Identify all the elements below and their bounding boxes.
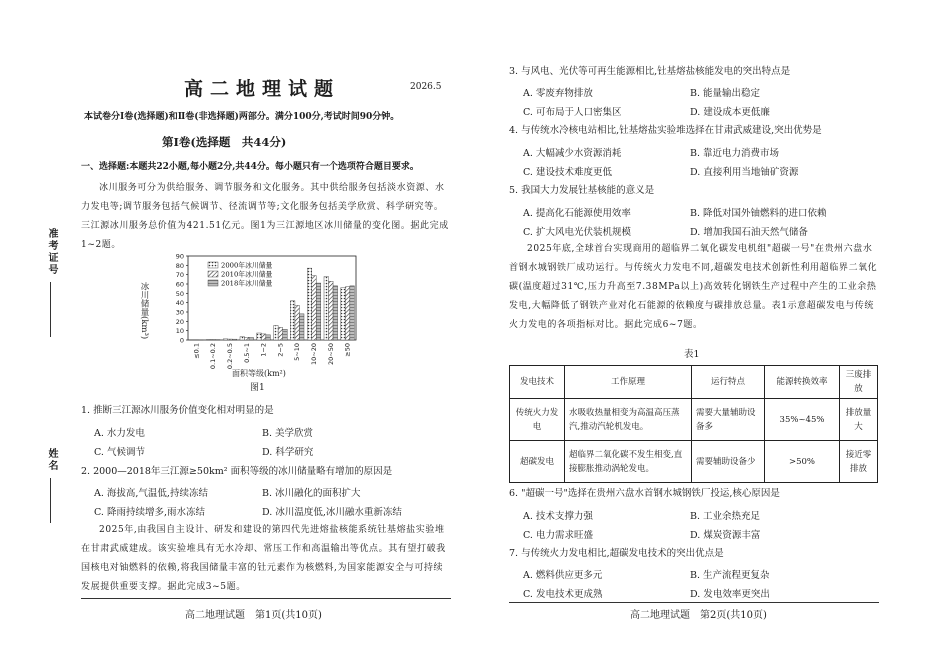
bar-1 <box>329 281 334 340</box>
q1-option-b: B. 美学欣赏 <box>262 428 314 439</box>
q4-option-c: C. 建设技术难度更低 <box>523 167 612 178</box>
bar-0 <box>240 337 245 340</box>
table-row <box>510 441 878 483</box>
bar-2 <box>316 283 321 340</box>
bar-0 <box>307 268 312 340</box>
section-rule: 一、选择题:本题共22小题,每小题2分,共44分。每小题只有一个选项符合题目要求。 <box>81 162 419 172</box>
bar-0 <box>341 288 346 340</box>
instructions: 本试卷分Ⅰ卷(选择题)和Ⅱ卷(非选择题)两部分。满分100分,考试时间90分钟。 <box>84 112 400 122</box>
q3-option-c: C. 可布局于人口密集区 <box>523 107 622 118</box>
q7-option-b: B. 生产流程更复杂 <box>690 570 770 581</box>
q4-option-d: D. 直接利用当地铀矿资源 <box>690 167 799 178</box>
legend-swatch <box>208 271 218 277</box>
table-cell: 接近零排放 <box>840 441 878 483</box>
y-tick-label: 60 <box>175 280 184 289</box>
name-line <box>50 478 51 523</box>
legend-swatch <box>208 262 218 268</box>
table-cell: 水吸收热量相变为高温高压蒸汽,推动汽轮机发电。 <box>565 399 692 441</box>
page1-footer: 高二地理试题 第1页(共10页) <box>185 610 322 621</box>
y-tick-label: 10 <box>175 327 184 336</box>
chart-x-label: 面积等级(km²) <box>232 369 286 378</box>
table-header: 工作原理 <box>565 366 692 399</box>
table-header: 运行特点 <box>692 366 765 399</box>
q4-stem: 4. 与传统水冷核电站相比,钍基熔盐实验堆选择在甘肃武威建设,突出优势是 <box>509 125 822 136</box>
q1-option-c: C. 气候调节 <box>94 447 145 458</box>
x-tick-label: ≥50 <box>343 343 352 357</box>
exam-number-line <box>50 282 51 337</box>
table-header: 三废排放 <box>840 366 878 399</box>
exam-date: 2026.5 <box>410 82 442 92</box>
q6-option-a: A. 技术支撑力强 <box>523 511 593 522</box>
q7-option-d: D. 发电效率更突出 <box>690 589 770 600</box>
legend-label: 2010年冰川储量 <box>221 270 273 279</box>
bar-0 <box>257 333 262 340</box>
q7-stem: 7. 与传统火力发电相比,超碳发电技术的突出优点是 <box>509 548 724 559</box>
y-tick-label: 0 <box>179 336 184 345</box>
bar-2 <box>333 286 338 340</box>
x-tick-label: 0.2~0.5 <box>226 343 234 370</box>
table-cell: 需要辅助设备少 <box>692 441 765 483</box>
x-tick-label: 20~50 <box>326 343 335 365</box>
q5-stem: 5. 我国大力发展钍基核能的意义是 <box>509 185 655 196</box>
bar-0 <box>223 339 228 340</box>
bar-2 <box>283 329 288 340</box>
bar-1 <box>345 287 350 340</box>
table-title: 表1 <box>684 349 700 360</box>
q4-option-b: B. 靠近电力消费市场 <box>690 148 780 159</box>
bar-1 <box>278 327 283 340</box>
table-cell: 需要大量辅助设备多 <box>692 399 765 441</box>
y-tick-label: 90 <box>175 252 184 261</box>
bar-1 <box>312 276 317 340</box>
bar-1 <box>245 337 250 340</box>
q5-option-b: B. 降低对国外铀燃料的进口依赖 <box>690 208 827 219</box>
chart-y-label: 冰川储量(km³) <box>139 282 149 340</box>
table-cell: 超碳发电 <box>510 441 565 483</box>
q2-option-d: D. 冰川温度低,冰川融水重新冻结 <box>262 507 402 518</box>
legend-swatch <box>208 280 218 286</box>
passage-2: 2025年,由我国自主设计、研发和建设的第四代先进熔盐核能系统钍基熔盐实验堆在甘肃武威建成。该实验堆具有无水冷却、常压工作和高温输出等优点。其有望打破我国核电对铀燃料的依赖,将我国储量丰富的钍元素作为核燃料,为国家能源安全与可持续发展提供重要支撑。据此完成3~5题。 <box>81 525 446 592</box>
q2-option-c: C. 降雨持续增多,雨水冻结 <box>94 507 205 518</box>
q1-option-a: A. 水力发电 <box>94 428 145 439</box>
y-tick-label: 40 <box>175 299 184 308</box>
comparison-table <box>509 365 878 483</box>
x-tick-label: 1~2 <box>259 343 268 357</box>
table-cell: 传统火力发电 <box>510 399 565 441</box>
y-tick-label: 80 <box>175 261 184 270</box>
passage-1: 冰川服务可分为供给服务、调节服务和文化服务。其中供给服务包括淡水资源、水力发电等;调节服务包括气候调节、径流调节等;文化服务包括美学欣赏、科学研究等。三江源冰川服务总价值为421.51亿元。图1为三江源地区冰川储量的变化图。据此完成1~2题。 <box>81 183 449 250</box>
figure-caption: 图1 <box>250 383 265 393</box>
table-cell: 排放量大 <box>840 399 878 441</box>
bar-2 <box>266 335 271 340</box>
table-header: 发电技术 <box>510 366 565 399</box>
bar-2 <box>299 314 304 340</box>
y-tick-label: 20 <box>175 317 184 326</box>
bar-2 <box>350 286 355 340</box>
q2-option-b: B. 冰川融化的面积扩大 <box>262 488 361 499</box>
table-cell: 35%~45% <box>765 399 840 441</box>
legend-label: 2018年冰川储量 <box>221 279 273 288</box>
q3-option-a: A. 零废弃物排放 <box>523 88 593 99</box>
table-cell: 超临界二氧化碳不发生相变,直接膨胀推动涡轮发电。 <box>565 441 692 483</box>
legend-label: 2000年冰川储量 <box>221 261 273 270</box>
table-cell: >50% <box>765 441 840 483</box>
x-tick-label: 10~20 <box>310 343 318 365</box>
q1-stem: 1. 推断三江源冰川服务价值变化相对明显的是 <box>81 405 274 416</box>
bar-1 <box>261 334 266 340</box>
x-tick-label: ≤0.1 <box>192 343 201 359</box>
y-tick-label: 30 <box>175 308 184 317</box>
y-tick-label: 50 <box>175 289 184 298</box>
x-tick-label: 0.5~1 <box>242 343 251 363</box>
page1-footer-rule <box>81 598 451 599</box>
q6-option-d: D. 煤炭资源丰富 <box>690 530 761 541</box>
bar-1 <box>295 305 300 340</box>
bar-1 <box>228 339 233 340</box>
q5-option-d: D. 增加我国石油天然气储备 <box>690 227 808 238</box>
bar-0 <box>290 301 295 340</box>
q3-option-d: D. 建设成本更低廉 <box>690 107 770 118</box>
section-title: 第Ⅰ卷(选择题 共44分) <box>162 135 287 149</box>
q3-option-b: B. 能量输出稳定 <box>690 88 761 99</box>
page2-footer: 高二地理试题 第2页(共10页) <box>630 610 767 621</box>
q6-stem: 6. "超碳一号"选择在贵州六盘水首钢水城钢铁厂投运,核心原因是 <box>509 488 780 499</box>
q2-option-a: A. 海拔高,气温低,持续冻结 <box>94 488 208 499</box>
q6-option-b: B. 工业余热充足 <box>690 511 761 522</box>
q4-option-a: A. 大幅减少水资源消耗 <box>523 148 622 159</box>
page-title: 高二地理试题 <box>184 78 341 100</box>
x-tick-label: 2~5 <box>276 343 285 357</box>
table-header: 能源转换效率 <box>765 366 840 399</box>
q7-option-a: A. 燃料供应更多元 <box>523 570 603 581</box>
q6-option-c: C. 电力需求旺盛 <box>523 530 593 541</box>
page2-footer-rule <box>509 602 879 603</box>
name-label: 姓名 <box>46 448 57 472</box>
table-header-row <box>510 366 878 399</box>
exam-number-label: 准考证号 <box>46 228 57 276</box>
q2-stem: 2. 2000—2018年三江源≥50km² 面积等级的冰川储量略有增加的原因是 <box>81 466 393 477</box>
q3-stem: 3. 与风电、光伏等可再生能源相比,钍基熔盐核能发电的突出特点是 <box>509 66 791 77</box>
q1-option-d: D. 科学研究 <box>262 447 314 458</box>
bar-2 <box>232 339 237 340</box>
glacier-storage-chart <box>160 252 360 380</box>
q5-option-c: C. 扩大风电光伏装机规模 <box>523 227 631 238</box>
bar-0 <box>324 277 329 340</box>
bar-0 <box>274 326 279 340</box>
y-tick-label: 70 <box>175 271 184 280</box>
passage-3: 2025年底,全球首台实现商用的超临界二氧化碳发电机组"超碳一号"在贵州六盘水首钢水城钢铁厂成功运行。与传统火力发电不同,超碳发电技术创新性利用超临界二氧化碳(温度超过31℃,压力升高至7.38MPa以上)高效转化钢铁生产过程中产生的工业余热发电,大幅降低了钢铁产业对化石能源的依赖度与碳排放总量。表1示意超碳发电与传统火力发电的各项指标对比。据此完成6~7题。 <box>509 244 878 330</box>
x-tick-label: 5~10 <box>293 343 302 361</box>
x-tick-label: 0.1~0.2 <box>209 343 218 370</box>
bar-2 <box>249 338 254 340</box>
q5-option-a: A. 提高化石能源使用效率 <box>523 208 631 219</box>
q7-option-c: C. 发电技术更成熟 <box>523 589 603 600</box>
table-row <box>510 399 878 441</box>
